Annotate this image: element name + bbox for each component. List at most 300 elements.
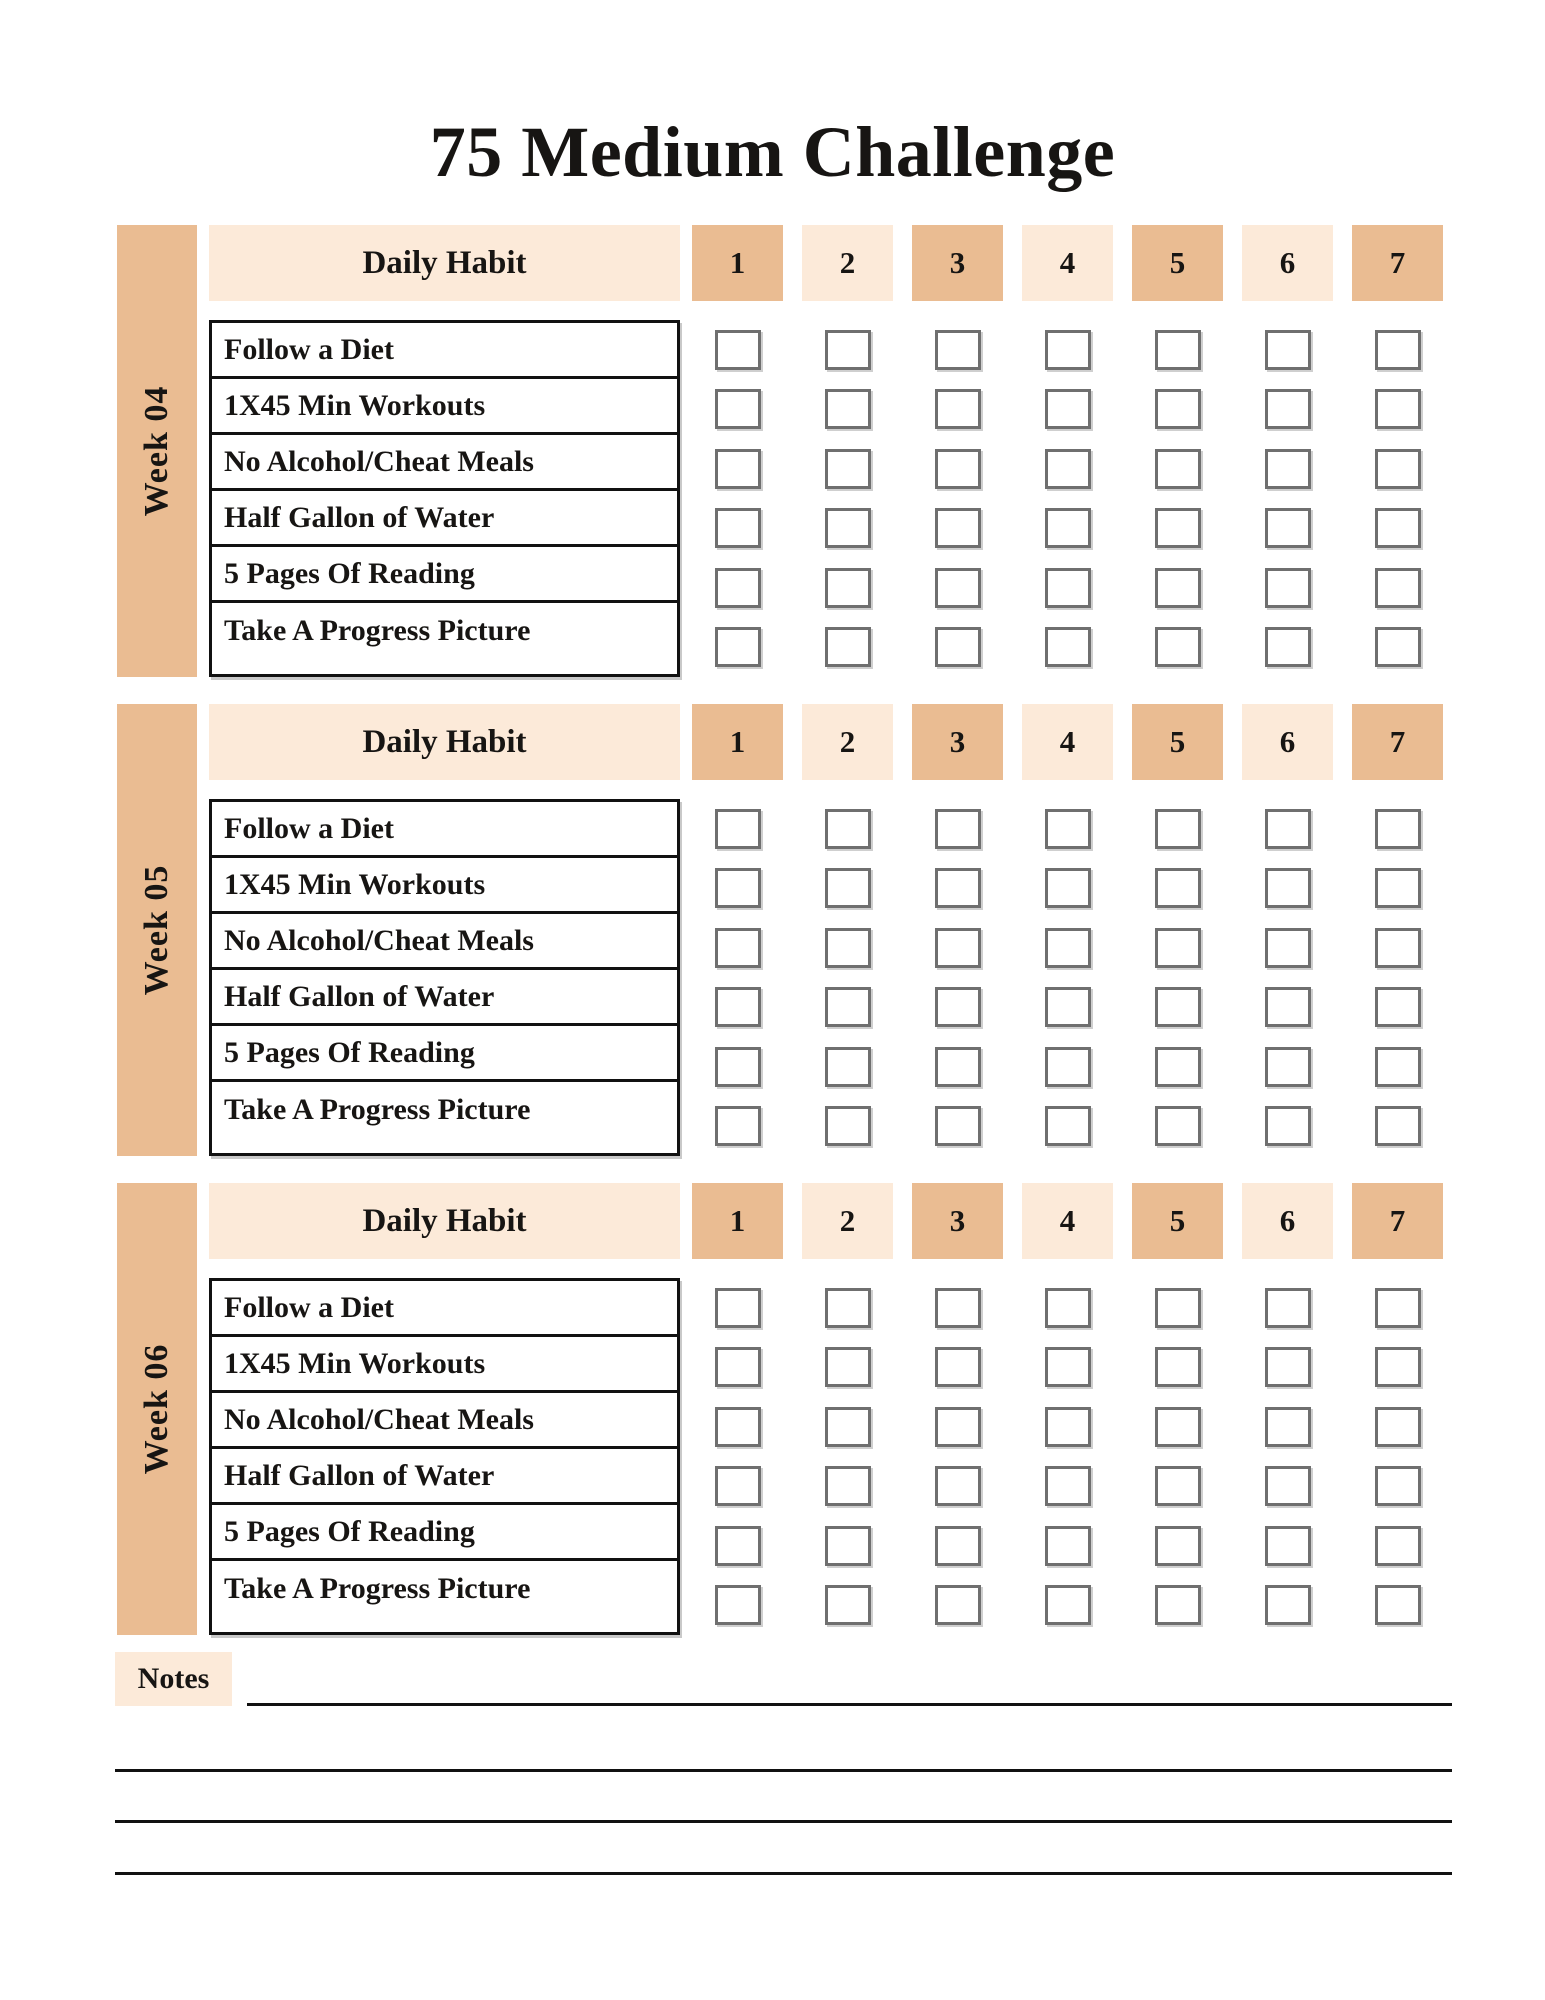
checkbox-w04-r5-d3[interactable] [935,568,981,608]
checkbox-cell [1242,627,1333,667]
habit-label: Follow a Diet [224,1290,394,1324]
checkbox-w05-r6-d2[interactable] [825,1106,871,1146]
checkbox-w04-r4-d1[interactable] [715,508,761,548]
checkbox-cell [1022,1526,1113,1566]
checkbox-w04-r1-d4[interactable] [1045,330,1091,370]
checkbox-cell [802,1466,893,1506]
checkbox-cell [1352,1407,1443,1447]
habit-label: 1X45 Min Workouts [224,1346,486,1380]
checkbox-cell [692,1407,783,1447]
checkbox-cell [1132,449,1223,489]
checkbox-cell [1132,627,1223,667]
checkbox-row [692,558,1443,618]
checkbox-w06-r6-d1[interactable] [715,1585,761,1625]
checkbox-w04-r4-d2[interactable] [825,508,871,548]
day-header-5: 5 [1132,225,1223,301]
checkbox-w06-r1-d3[interactable] [935,1288,981,1328]
checkbox-w06-r6-d4[interactable] [1045,1585,1091,1625]
checkbox-w06-r3-d7[interactable] [1375,1407,1421,1447]
checkbox-cell [802,1347,893,1387]
body-row [209,320,1443,677]
checkbox-w04-r5-d6[interactable] [1265,568,1311,608]
checkbox-w06-r5-d1[interactable] [715,1526,761,1566]
checkbox-w05-r2-d6[interactable] [1265,868,1311,908]
checkbox-w06-r6-d3[interactable] [935,1585,981,1625]
checkbox-cell [802,928,893,968]
checkbox-cell [912,1288,1003,1328]
checkbox-row [692,918,1443,978]
checkbox-row [692,439,1443,499]
day-header-6: 6 [1242,225,1333,301]
checkbox-cell [1132,1526,1223,1566]
checkbox-cell [912,568,1003,608]
habit-row [212,379,677,435]
checkbox-w05-r1-d7[interactable] [1375,809,1421,849]
checkbox-w06-r1-d6[interactable] [1265,1288,1311,1328]
checkbox-w06-r5-d7[interactable] [1375,1526,1421,1566]
page-title: 75 Medium Challenge [429,112,1116,192]
checkbox-w05-r5-d3[interactable] [935,1047,981,1087]
checkbox-row [692,1097,1443,1157]
checkbox-cell [1352,928,1443,968]
checkbox-cell [1352,389,1443,429]
checkbox-w04-r5-d1[interactable] [715,568,761,608]
day-header-5: 5 [1132,1183,1223,1259]
checkbox-w04-r2-d4[interactable] [1045,389,1091,429]
day-header-7: 7 [1352,225,1443,301]
checkbox-w04-r5-d7[interactable] [1375,568,1421,608]
checkbox-w06-r3-d3[interactable] [935,1407,981,1447]
checkbox-row [692,380,1443,440]
checkbox-w05-r1-d1[interactable] [715,809,761,849]
checkbox-w04-r2-d1[interactable] [715,389,761,429]
checkbox-w06-r6-d7[interactable] [1375,1585,1421,1625]
section-main [209,225,1443,677]
checkbox-w05-r6-d5[interactable] [1155,1106,1201,1146]
checkbox-w05-r4-d3[interactable] [935,987,981,1027]
checkbox-w05-r4-d6[interactable] [1265,987,1311,1027]
checkbox-cell [1242,928,1333,968]
day-header-1: 1 [692,704,783,780]
checkbox-w04-r3-d3[interactable] [935,449,981,489]
checkbox-cell [1022,809,1113,849]
checkbox-cell [1132,809,1223,849]
day-header-3: 3 [912,225,1003,301]
habit-row [212,1393,677,1449]
checkbox-w04-r3-d2[interactable] [825,449,871,489]
checkbox-cell [692,1106,783,1146]
checkbox-w05-r2-d4[interactable] [1045,868,1091,908]
habit-label: Follow a Diet [224,332,394,366]
checkbox-w06-r4-d7[interactable] [1375,1466,1421,1506]
checkbox-w04-r4-d7[interactable] [1375,508,1421,548]
habit-label: 1X45 Min Workouts [224,867,486,901]
habit-row [212,603,677,659]
day-header-6: 6 [1242,704,1333,780]
checkbox-cell [802,1585,893,1625]
checkbox-w04-r2-d7[interactable] [1375,389,1421,429]
checkbox-cell [1132,330,1223,370]
checkbox-w04-r5-d4[interactable] [1045,568,1091,608]
checkbox-cell [692,330,783,370]
checkbox-w05-r3-d4[interactable] [1045,928,1091,968]
checkbox-cell [802,568,893,608]
checkbox-w04-r5-d2[interactable] [825,568,871,608]
checkbox-cell [1242,1585,1333,1625]
checkbox-cell [912,330,1003,370]
checkbox-cell [912,627,1003,667]
checkbox-cell [1352,987,1443,1027]
checkbox-w06-r2-d1[interactable] [715,1347,761,1387]
checkbox-w05-r3-d7[interactable] [1375,928,1421,968]
checkbox-cell [692,568,783,608]
checkbox-w05-r4-d1[interactable] [715,987,761,1027]
checkbox-w04-r1-d7[interactable] [1375,330,1421,370]
checkbox-w05-r1-d4[interactable] [1045,809,1091,849]
checkbox-cell [692,1288,783,1328]
checkbox-row [692,1397,1443,1457]
checkbox-w04-r6-d4[interactable] [1045,627,1091,667]
checkbox-cell [912,389,1003,429]
checkbox-cell [1132,389,1223,429]
notes-label: Notes [115,1652,232,1706]
checkbox-w04-r6-d2[interactable] [825,627,871,667]
week-04-label: Week 04 [138,385,175,517]
checkbox-w04-r3-d5[interactable] [1155,449,1201,489]
checkbox-cell [1022,1288,1113,1328]
day-header-row [692,704,1443,780]
checkbox-cell [1132,1407,1223,1447]
checkbox-w05-r3-d3[interactable] [935,928,981,968]
checkbox-cell [1352,1347,1443,1387]
section-main [209,1183,1443,1635]
checkbox-w04-r3-d1[interactable] [715,449,761,489]
checkbox-cell [1352,330,1443,370]
habit-row [212,914,677,970]
habit-row [212,547,677,603]
habit-label: No Alcohol/Cheat Meals [224,923,534,957]
checkbox-w06-r4-d2[interactable] [825,1466,871,1506]
checkbox-w06-r4-d3[interactable] [935,1466,981,1506]
checkbox-w04-r5-d5[interactable] [1155,568,1201,608]
checkbox-w04-r1-d6[interactable] [1265,330,1311,370]
checkbox-cell [802,389,893,429]
checkbox-w05-r1-d2[interactable] [825,809,871,849]
checkbox-w05-r2-d7[interactable] [1375,868,1421,908]
habit-label: Take A Progress Picture [224,1572,531,1605]
habit-row [212,802,677,858]
checkbox-cell [1132,1347,1223,1387]
header-row [209,704,1443,780]
checkbox-w05-r5-d2[interactable] [825,1047,871,1087]
section-week-06 [117,1183,1443,1635]
checkbox-cell [1242,1106,1333,1146]
checkbox-w05-r5-d6[interactable] [1265,1047,1311,1087]
habit-row [212,1449,677,1505]
checkbox-cell [692,809,783,849]
checkbox-cell [1352,449,1443,489]
checkbox-w04-r3-d7[interactable] [1375,449,1421,489]
checkbox-cell [802,1407,893,1447]
checkbox-w04-r3-d6[interactable] [1265,449,1311,489]
checkbox-cell [1022,1585,1113,1625]
day-header-3: 3 [912,1183,1003,1259]
checkbox-cell [912,809,1003,849]
checkbox-cell [692,389,783,429]
day-header-7: 7 [1352,704,1443,780]
checkbox-cell [912,1407,1003,1447]
notes-writing-line[interactable] [115,1820,1452,1823]
checkbox-w04-r6-d7[interactable] [1375,627,1421,667]
checkbox-w05-r5-d1[interactable] [715,1047,761,1087]
checkbox-w06-r1-d4[interactable] [1045,1288,1091,1328]
checkbox-w06-r2-d2[interactable] [825,1347,871,1387]
checkbox-cell [1022,1347,1113,1387]
habit-row [212,491,677,547]
checkbox-w06-r6-d2[interactable] [825,1585,871,1625]
habit-label: Half Gallon of Water [224,979,495,1013]
checkbox-w05-r6-d4[interactable] [1045,1106,1091,1146]
checkbox-w05-r1-d3[interactable] [935,809,981,849]
checkbox-w04-r4-d4[interactable] [1045,508,1091,548]
checkbox-cell [692,627,783,667]
week-05-label: Week 05 [138,864,175,996]
checkbox-w06-r4-d5[interactable] [1155,1466,1201,1506]
checkbox-row [692,978,1443,1038]
checkbox-cell [912,1106,1003,1146]
checkbox-cell [802,868,893,908]
checkbox-cell [1242,568,1333,608]
checkbox-cell [692,1466,783,1506]
checkbox-w05-r3-d2[interactable] [825,928,871,968]
section-main [209,704,1443,1156]
checkbox-row [692,618,1443,678]
checkbox-cell [912,1347,1003,1387]
checkbox-w04-r2-d5[interactable] [1155,389,1201,429]
checkbox-w05-r2-d3[interactable] [935,868,981,908]
checkbox-cell [692,1526,783,1566]
checkbox-w06-r1-d1[interactable] [715,1288,761,1328]
checkbox-w06-r1-d2[interactable] [825,1288,871,1328]
checkbox-w04-r6-d5[interactable] [1155,627,1201,667]
checkbox-w04-r4-d3[interactable] [935,508,981,548]
checkbox-cell [1022,449,1113,489]
checkbox-cell [802,449,893,489]
checkbox-w06-r5-d4[interactable] [1045,1526,1091,1566]
checkbox-cell [802,627,893,667]
checkbox-row [692,799,1443,859]
checkbox-w06-r3-d6[interactable] [1265,1407,1311,1447]
checkbox-cell [1022,330,1113,370]
checkbox-w05-r1-d5[interactable] [1155,809,1201,849]
habit-label: 5 Pages Of Reading [224,1514,475,1548]
checkbox-w06-r6-d5[interactable] [1155,1585,1201,1625]
checkbox-cell [1132,868,1223,908]
checkbox-row [692,499,1443,559]
checkbox-cell [1022,928,1113,968]
checkbox-cell [1022,1106,1113,1146]
checkbox-w05-r3-d1[interactable] [715,928,761,968]
habit-label: 5 Pages Of Reading [224,556,475,590]
checkbox-w05-r4-d2[interactable] [825,987,871,1027]
checkbox-w04-r3-d4[interactable] [1045,449,1091,489]
habit-table [209,799,680,1156]
checkbox-w06-r2-d5[interactable] [1155,1347,1201,1387]
checkbox-w05-r1-d6[interactable] [1265,809,1311,849]
checkbox-cell [1242,389,1333,429]
checkbox-w05-r5-d4[interactable] [1045,1047,1091,1087]
checkbox-w06-r3-d2[interactable] [825,1407,871,1447]
week-04-strip [117,225,197,677]
checkbox-w06-r3-d1[interactable] [715,1407,761,1447]
checkbox-cell [1352,1526,1443,1566]
checkbox-w05-r6-d7[interactable] [1375,1106,1421,1146]
checkbox-w04-r4-d5[interactable] [1155,508,1201,548]
checkbox-cell [912,928,1003,968]
day-header-4: 4 [1022,704,1113,780]
checkbox-cell [1132,1288,1223,1328]
checkbox-w06-r4-d1[interactable] [715,1466,761,1506]
checkbox-w06-r5-d6[interactable] [1265,1526,1311,1566]
checkbox-cell [1242,987,1333,1027]
checkbox-w05-r4-d4[interactable] [1045,987,1091,1027]
checkbox-cell [1022,627,1113,667]
checkbox-cell [802,987,893,1027]
week-06-strip [117,1183,197,1635]
checkbox-w04-r1-d1[interactable] [715,330,761,370]
checkbox-w05-r3-d6[interactable] [1265,928,1311,968]
checkbox-cell [692,868,783,908]
checkbox-cell [692,1347,783,1387]
checkbox-w04-r6-d6[interactable] [1265,627,1311,667]
checkbox-w06-r2-d6[interactable] [1265,1347,1311,1387]
checkbox-row [692,1576,1443,1636]
checkbox-w06-r5-d5[interactable] [1155,1526,1201,1566]
checkbox-w06-r5-d2[interactable] [825,1526,871,1566]
checkbox-cell [692,449,783,489]
checkbox-w06-r3-d4[interactable] [1045,1407,1091,1447]
checkbox-w05-r2-d2[interactable] [825,868,871,908]
section-week-04 [117,225,1443,677]
checkbox-w06-r4-d6[interactable] [1265,1466,1311,1506]
checkbox-w06-r1-d5[interactable] [1155,1288,1201,1328]
checkbox-cell [802,330,893,370]
checkbox-cell [1022,389,1113,429]
habit-row [212,1505,677,1561]
checkbox-row [692,1338,1443,1398]
habit-label: Follow a Diet [224,811,394,845]
checkbox-grid [692,799,1443,1156]
checkbox-w06-r6-d6[interactable] [1265,1585,1311,1625]
checkbox-w06-r5-d3[interactable] [935,1526,981,1566]
day-header-1: 1 [692,225,783,301]
checkbox-cell [1022,1407,1113,1447]
checkbox-row [692,1457,1443,1517]
checkbox-cell [802,1047,893,1087]
checkbox-w04-r6-d3[interactable] [935,627,981,667]
week-06-label: Week 06 [138,1343,175,1475]
header-row [209,225,1443,301]
habit-label: Half Gallon of Water [224,1458,495,1492]
body-row [209,1278,1443,1635]
habit-row [212,970,677,1026]
habit-row [212,1561,677,1617]
checkbox-w05-r5-d5[interactable] [1155,1047,1201,1087]
week-sections [117,225,1443,1662]
day-header-row [692,1183,1443,1259]
checkbox-row [692,1516,1443,1576]
checkbox-cell [692,1585,783,1625]
checkbox-cell [1352,627,1443,667]
checkbox-w05-r4-d7[interactable] [1375,987,1421,1027]
checkbox-w04-r1-d3[interactable] [935,330,981,370]
habit-label: 5 Pages Of Reading [224,1035,475,1069]
checkbox-w04-r2-d2[interactable] [825,389,871,429]
day-header-1: 1 [692,1183,783,1259]
checkbox-w05-r5-d7[interactable] [1375,1047,1421,1087]
checkbox-w04-r2-d6[interactable] [1265,389,1311,429]
checkbox-cell [1242,1526,1333,1566]
notes-writing-line[interactable] [115,1872,1452,1875]
day-header-2: 2 [802,704,893,780]
checkbox-w06-r3-d5[interactable] [1155,1407,1201,1447]
checkbox-cell [1022,508,1113,548]
day-header-4: 4 [1022,1183,1113,1259]
checkbox-w06-r2-d7[interactable] [1375,1347,1421,1387]
checkbox-w05-r2-d1[interactable] [715,868,761,908]
checkbox-w06-r2-d4[interactable] [1045,1347,1091,1387]
checkbox-w05-r4-d5[interactable] [1155,987,1201,1027]
day-header-2: 2 [802,1183,893,1259]
checkbox-w05-r6-d1[interactable] [715,1106,761,1146]
section-week-05 [117,704,1443,1156]
checkbox-cell [802,1106,893,1146]
checkbox-w05-r6-d6[interactable] [1265,1106,1311,1146]
day-header-row [692,225,1443,301]
checkbox-w04-r2-d3[interactable] [935,389,981,429]
checkbox-cell [1242,1347,1333,1387]
checkbox-cell [1132,1585,1223,1625]
checkbox-grid [692,320,1443,677]
checkbox-w04-r6-d1[interactable] [715,627,761,667]
checkbox-cell [1132,568,1223,608]
checkbox-w05-r2-d5[interactable] [1155,868,1201,908]
checkbox-w04-r1-d2[interactable] [825,330,871,370]
checkbox-cell [692,508,783,548]
checkbox-cell [802,508,893,548]
checkbox-cell [1352,1288,1443,1328]
habit-label: No Alcohol/Cheat Meals [224,1402,534,1436]
checkbox-w05-r3-d5[interactable] [1155,928,1201,968]
checkbox-w05-r6-d3[interactable] [935,1106,981,1146]
checkbox-cell [802,1288,893,1328]
header-row [209,1183,1443,1259]
habit-row [212,1082,677,1138]
checkbox-w04-r4-d6[interactable] [1265,508,1311,548]
day-header-7: 7 [1352,1183,1443,1259]
checkbox-cell [1132,1106,1223,1146]
checkbox-w04-r1-d5[interactable] [1155,330,1201,370]
checkbox-w06-r4-d4[interactable] [1045,1466,1091,1506]
checkbox-w06-r1-d7[interactable] [1375,1288,1421,1328]
habit-row [212,435,677,491]
day-header-2: 2 [802,225,893,301]
checkbox-w06-r2-d3[interactable] [935,1347,981,1387]
notes-writing-line[interactable] [247,1652,1452,1706]
checkbox-cell [692,1047,783,1087]
checkbox-cell [1352,568,1443,608]
notes-writing-line[interactable] [115,1769,1452,1772]
